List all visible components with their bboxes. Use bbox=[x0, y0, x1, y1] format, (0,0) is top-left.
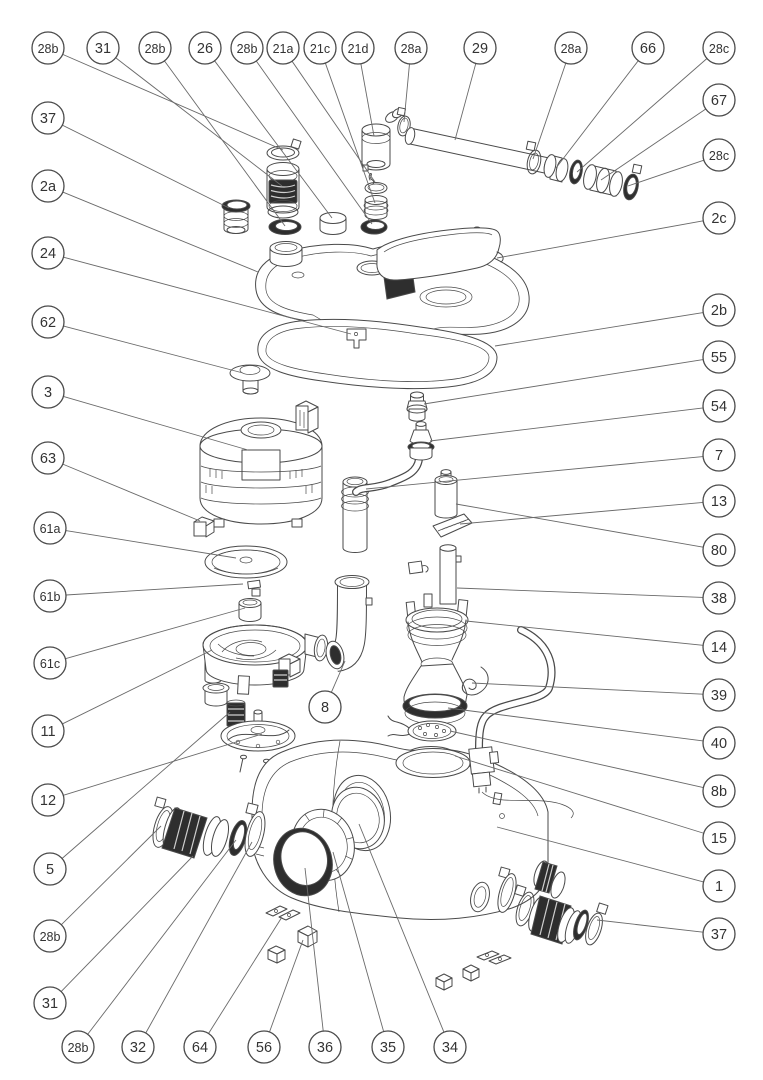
part-bell-gasket bbox=[403, 664, 467, 724]
leader-line-motor bbox=[63, 396, 248, 450]
part-blanking-cap bbox=[320, 213, 346, 235]
callout-28c-connector-clamp bbox=[703, 139, 735, 171]
callout-54-check-valve-tube bbox=[703, 390, 735, 422]
callout-28b-inlet-clamp-upper bbox=[32, 32, 64, 64]
callout-37-outlet-clamp-right bbox=[703, 918, 735, 950]
callout-7-valve-cylinder bbox=[703, 439, 735, 471]
callout-61b-fan-clip bbox=[34, 580, 66, 612]
part-switch-clip bbox=[408, 561, 428, 574]
callout-28b-inlet-clamp-lower bbox=[139, 32, 171, 64]
callout-34-front-inner-ring bbox=[434, 1031, 466, 1063]
part-fan-clip bbox=[248, 580, 261, 596]
callout-26-blanking-cap bbox=[189, 32, 221, 64]
callout-label: 28b bbox=[37, 41, 59, 56]
callout-61c-shaft-bush bbox=[34, 647, 66, 679]
part-mount-block-dark bbox=[273, 670, 288, 687]
callout-21c-elbow-adapter bbox=[304, 32, 336, 64]
callout-80-switch-cylinder bbox=[703, 534, 735, 566]
callout-1-tank-body bbox=[703, 870, 735, 902]
callout-label: 2b bbox=[710, 302, 728, 319]
leader-line-pump-volute bbox=[62, 650, 212, 724]
part-inlet-clamp-lower bbox=[269, 220, 301, 235]
part-bracket-right bbox=[477, 951, 511, 964]
callout-label: 8b bbox=[710, 783, 728, 800]
callout-label: 21d bbox=[347, 41, 369, 56]
leader-line-fan-clip bbox=[66, 584, 243, 595]
leader-line-funnel-grommet bbox=[63, 326, 243, 373]
leader-line-lid-gasket bbox=[495, 313, 703, 346]
callout-label: 35 bbox=[379, 1039, 397, 1056]
part-coupling-ring bbox=[568, 159, 585, 185]
callout-12-macerator-plate bbox=[32, 784, 64, 816]
part-strainer-basket bbox=[388, 716, 456, 741]
leader-line-hose-coupling bbox=[556, 61, 638, 168]
part-vent-valve bbox=[407, 392, 427, 421]
callout-2c-cover-plate bbox=[703, 202, 735, 234]
callout-label: 37 bbox=[710, 926, 728, 943]
callout-label: 28b bbox=[39, 929, 61, 944]
callout-61a-fan-plate bbox=[34, 512, 66, 544]
callout-24-gasket-clip bbox=[32, 237, 64, 269]
callout-label: 28c bbox=[708, 148, 730, 163]
part-elbow-adapter bbox=[364, 196, 388, 220]
callout-label: 15 bbox=[710, 830, 728, 847]
leader-line-float-housing bbox=[466, 621, 703, 645]
callout-29-discharge-pipe bbox=[464, 32, 496, 64]
callout-55-vent-valve bbox=[703, 341, 735, 373]
leader-line-mounting-clips bbox=[209, 917, 282, 1033]
callout-label: 37 bbox=[39, 110, 57, 127]
callout-label: 12 bbox=[39, 792, 57, 809]
callout-label: 32 bbox=[129, 1039, 147, 1056]
part-funnel-grommet bbox=[230, 365, 270, 394]
callout-label: 64 bbox=[191, 1039, 209, 1056]
part-foam-block bbox=[298, 926, 317, 947]
callout-label: 28a bbox=[560, 41, 582, 56]
part-foam-block-right1 bbox=[436, 974, 452, 990]
callout-label: 55 bbox=[710, 349, 728, 366]
leader-line-macerator-plate bbox=[63, 734, 262, 795]
callout-label: 54 bbox=[710, 398, 728, 415]
callout-31-inlet-bellows-hose bbox=[87, 32, 119, 64]
part-elbow-clamp-ring bbox=[361, 220, 387, 234]
callout-37-inlet-connector bbox=[32, 102, 64, 134]
leader-line-bell-gasket bbox=[448, 708, 703, 741]
leader-line-cover-plate bbox=[497, 221, 703, 258]
callout-label: 8 bbox=[320, 699, 330, 716]
part-discharge-elbow bbox=[323, 576, 372, 671]
leader-line-pressure-tube bbox=[457, 588, 703, 597]
callout-35-front-gasket bbox=[372, 1031, 404, 1063]
callout-label: 61c bbox=[39, 656, 61, 671]
leader-line-switch-cylinder bbox=[456, 504, 703, 547]
callout-label: 56 bbox=[255, 1039, 273, 1056]
callout-label: 38 bbox=[710, 590, 728, 607]
part-left-hose bbox=[159, 806, 231, 858]
callout-5-rubber-mount bbox=[34, 853, 66, 885]
part-support-cup bbox=[203, 683, 229, 706]
callout-67-hose-connector bbox=[703, 84, 735, 116]
part-shaft-bush bbox=[239, 599, 261, 622]
part-fan-plate bbox=[205, 546, 287, 578]
callout-label: 1 bbox=[714, 878, 724, 895]
callout-label: 21a bbox=[272, 41, 294, 56]
callout-label: 2a bbox=[39, 178, 57, 195]
callout-8-discharge-elbow bbox=[309, 691, 341, 723]
callout-label: 31 bbox=[94, 40, 112, 57]
part-float-housing bbox=[406, 594, 468, 670]
callout-8b-strainer-basket bbox=[703, 775, 735, 807]
callout-label: 3 bbox=[43, 384, 53, 401]
leader-line-left-hose-ring bbox=[88, 840, 236, 1034]
part-check-valve-tube bbox=[356, 422, 434, 492]
callout-28b-left-hose-ring bbox=[62, 1031, 94, 1063]
part-foam-block-right2 bbox=[463, 965, 479, 981]
leader-line-elbow-oring bbox=[292, 61, 375, 182]
callout-label: 11 bbox=[40, 723, 56, 740]
part-inlet-clamp-upper bbox=[267, 139, 301, 160]
leader-line-inlet-connector bbox=[62, 125, 229, 208]
part-connector-box bbox=[296, 401, 318, 433]
callout-label: 5 bbox=[45, 861, 55, 878]
callout-21a-elbow-oring bbox=[267, 32, 299, 64]
callout-label: 28b bbox=[236, 41, 258, 56]
callout-64-mounting-clips bbox=[184, 1031, 216, 1063]
callout-14-float-housing bbox=[703, 631, 735, 663]
callout-63-motor-bracket bbox=[32, 442, 64, 474]
callout-28b-elbow-clamp-ring bbox=[231, 32, 263, 64]
leader-line-outlet-clamp-right bbox=[597, 920, 703, 932]
leader-line-left-hose bbox=[61, 856, 193, 992]
callout-label: 24 bbox=[39, 245, 57, 262]
callout-label: 29 bbox=[471, 40, 489, 57]
callout-28a-pipe-clamp-left bbox=[395, 32, 427, 64]
callout-label: 39 bbox=[710, 687, 728, 704]
callout-label: 34 bbox=[441, 1039, 459, 1056]
callout-56-foam-block bbox=[248, 1031, 280, 1063]
callout-28b-left-hose-clamp bbox=[34, 920, 66, 952]
callout-label: 28a bbox=[400, 41, 422, 56]
leader-line-hose-connector bbox=[601, 109, 706, 180]
callout-label: 36 bbox=[316, 1039, 334, 1056]
callout-13-membrane-switch bbox=[703, 485, 735, 517]
callout-label: 63 bbox=[39, 450, 57, 467]
callout-11-pump-volute bbox=[32, 715, 64, 747]
callout-label: 80 bbox=[710, 542, 728, 559]
callout-32-flap-valve bbox=[122, 1031, 154, 1063]
leader-line-check-valve-tube bbox=[430, 408, 703, 441]
callout-label: 62 bbox=[39, 314, 57, 331]
callout-62-funnel-grommet bbox=[32, 306, 64, 338]
callout-label: 40 bbox=[710, 735, 728, 752]
callout-label: 26 bbox=[196, 40, 214, 57]
part-switch-cylinder bbox=[435, 470, 457, 518]
callout-label: 66 bbox=[639, 40, 657, 57]
callout-28c-coupling-ring bbox=[703, 32, 735, 64]
part-pressure-tube bbox=[440, 545, 461, 604]
callout-39-spring-clip bbox=[703, 679, 735, 711]
callout-40-bell-gasket bbox=[703, 727, 735, 759]
callout-36-front-ring bbox=[309, 1031, 341, 1063]
part-foam-block-small bbox=[268, 946, 285, 963]
leader-line-inlet-bellows-hose bbox=[116, 58, 282, 186]
leader-line-spring-clip bbox=[472, 683, 703, 694]
callout-label: 13 bbox=[710, 493, 728, 510]
callout-label: 61a bbox=[39, 521, 61, 536]
part-mounting-clips bbox=[266, 906, 300, 920]
leader-line-motor-bracket bbox=[63, 464, 200, 521]
callout-label: 7 bbox=[714, 447, 724, 464]
leader-line-discharge-pipe bbox=[455, 63, 476, 140]
leader-line-pipe-clamp-left bbox=[404, 64, 409, 122]
callout-66-hose-coupling bbox=[632, 32, 664, 64]
callout-3-motor bbox=[32, 376, 64, 408]
leader-line-membrane-switch bbox=[460, 502, 703, 524]
callout-label: 61b bbox=[39, 589, 61, 604]
callout-2a-lid bbox=[32, 170, 64, 202]
part-vent-elbow bbox=[362, 106, 405, 171]
callout-28a-pipe-clamp-right bbox=[555, 32, 587, 64]
callout-label: 28b bbox=[144, 41, 166, 56]
callout-label: 31 bbox=[41, 995, 59, 1012]
callout-31-left-hose bbox=[34, 987, 66, 1019]
callout-label: 28c bbox=[708, 41, 730, 56]
part-inlet-connector bbox=[222, 200, 250, 234]
callout-label: 14 bbox=[710, 639, 728, 656]
callout-38-pressure-tube bbox=[703, 582, 735, 614]
callout-label: 28b bbox=[67, 1040, 89, 1055]
callout-label: 2c bbox=[711, 210, 727, 227]
callout-label: 67 bbox=[710, 92, 728, 109]
leader-line-pipe-clamp-right bbox=[533, 63, 566, 159]
callout-15-seal-ring bbox=[703, 822, 735, 854]
callout-label: 21c bbox=[309, 41, 331, 56]
part-inlet-bellows-hose bbox=[267, 163, 299, 219]
leader-line-left-hose-clamp bbox=[61, 826, 161, 925]
callout-21d-vent-elbow bbox=[342, 32, 374, 64]
part-motor bbox=[200, 418, 322, 527]
callout-2b-lid-gasket bbox=[703, 294, 735, 326]
